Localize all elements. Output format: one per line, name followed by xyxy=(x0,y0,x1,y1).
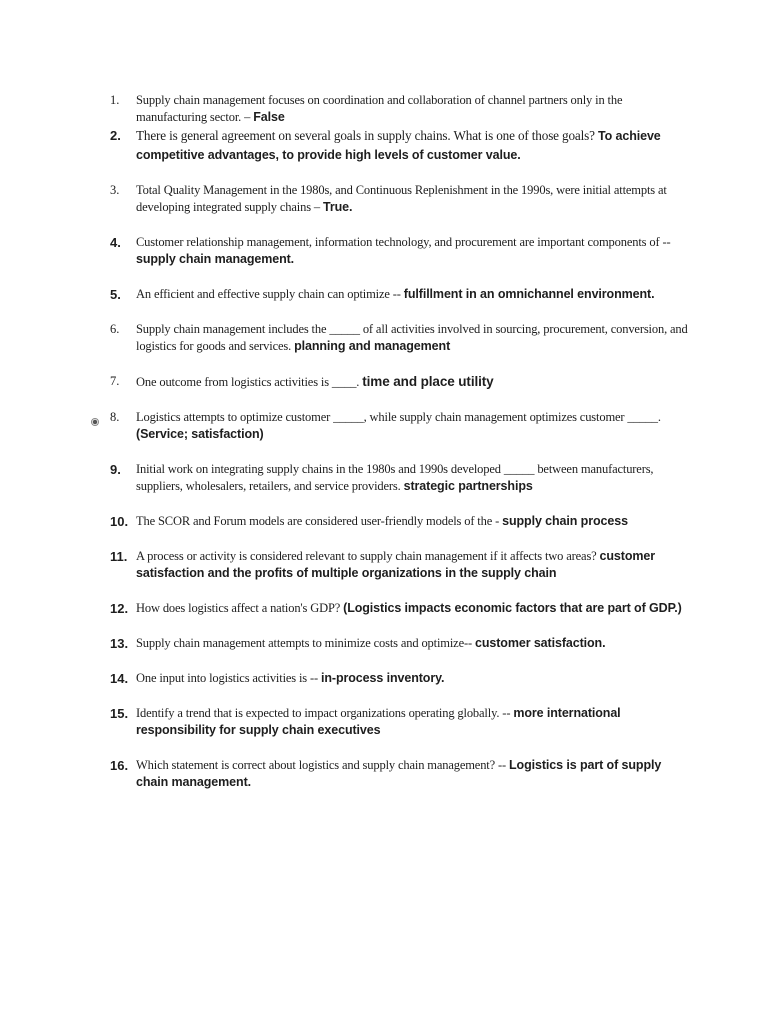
question-text xyxy=(136,548,690,582)
question-text xyxy=(136,234,690,268)
question-prompt: Which statement is correct about logistics and supply chain management? -- xyxy=(136,758,510,772)
question-number: 10. xyxy=(110,514,129,529)
question-answer: strategic partnerships xyxy=(403,479,533,493)
question-prompt: There is general agreement on several goals in supply chains. What is one of those goals? xyxy=(136,128,598,143)
question-item xyxy=(110,635,690,652)
question-answer: False xyxy=(253,110,285,124)
question-text xyxy=(136,92,690,126)
question-answer: (Service; satisfaction) xyxy=(136,427,264,441)
question-text xyxy=(136,409,690,443)
question-prompt: Supply chain management includes the _____ of all activities involved in sourcing, procurement, conversion, and logistics for goods and services. xyxy=(136,322,688,353)
question-text xyxy=(136,705,690,739)
question-item xyxy=(110,600,690,617)
question-text xyxy=(136,670,690,687)
question-text xyxy=(136,635,690,652)
question-answer: more international responsibility for supply chain executives xyxy=(136,706,621,737)
question-text xyxy=(136,513,690,530)
question-text xyxy=(136,127,690,164)
question-number: 4. xyxy=(110,235,121,250)
question-item xyxy=(110,548,690,582)
question-answer: fulfillment in an omnichannel environment. xyxy=(403,287,655,301)
question-number: 16. xyxy=(110,758,129,773)
question-number: 12. xyxy=(110,601,129,616)
question-number: 13. xyxy=(110,636,129,651)
question-answer: planning and management xyxy=(294,339,451,353)
question-text xyxy=(136,182,690,216)
question-answer: To achieve competitive advantages, to provide high levels of customer value. xyxy=(136,129,661,162)
question-item xyxy=(110,182,690,216)
question-number: 11. xyxy=(110,549,128,564)
question-prompt: Identify a trend that is expected to impact organizations operating globally. -- xyxy=(136,706,514,720)
question-answer: customer satisfaction. xyxy=(474,636,606,650)
question-item xyxy=(110,670,690,687)
question-list xyxy=(110,92,690,809)
question-prompt: Logistics attempts to optimize customer _____, while supply chain management optimizes customer _____. xyxy=(136,410,661,424)
question-answer: True. xyxy=(322,200,353,214)
bullet-marker-icon xyxy=(91,418,99,426)
question-item xyxy=(110,321,690,355)
question-item xyxy=(110,373,690,391)
question-text xyxy=(136,286,690,303)
question-number: 1. xyxy=(110,93,120,107)
question-item xyxy=(110,513,690,530)
question-prompt: One input into logistics activities is -- xyxy=(136,671,321,685)
question-answer: time and place utility xyxy=(362,374,494,389)
question-prompt: Total Quality Management in the 1980s, and Continuous Replenishment in the 1990s, were initial attempts at developing integrated supply chains – xyxy=(136,183,667,214)
question-number: 2. xyxy=(110,128,121,143)
question-prompt: A process or activity is considered relevant to supply chain management if it affects two areas? xyxy=(136,549,600,563)
question-number: 14. xyxy=(110,671,129,686)
question-item xyxy=(110,92,690,126)
question-text xyxy=(136,461,690,495)
question-answer: (Logistics impacts economic factors that are part of GDP.) xyxy=(343,601,682,615)
question-number: 6. xyxy=(110,322,120,336)
question-item xyxy=(110,409,690,443)
question-answer: supply chain management. xyxy=(136,252,295,266)
question-text xyxy=(136,757,690,791)
question-number: 8. xyxy=(110,410,120,424)
question-text xyxy=(136,373,690,391)
question-number: 3. xyxy=(110,183,120,197)
question-item xyxy=(110,234,690,268)
question-prompt: An efficient and effective supply chain can optimize -- xyxy=(136,287,404,301)
question-answer: in-process inventory. xyxy=(321,671,445,685)
question-number: 7. xyxy=(110,374,120,388)
question-prompt: Supply chain management attempts to minimize costs and optimize-- xyxy=(136,636,475,650)
question-text xyxy=(136,600,690,617)
question-prompt: Supply chain management focuses on coordination and collaboration of channel partners only in the manufacturing sector. – xyxy=(136,93,623,124)
question-item xyxy=(110,286,690,303)
question-prompt: Customer relationship management, information technology, and procurement are important components of -- xyxy=(136,235,671,249)
question-number: 9. xyxy=(110,462,121,477)
question-prompt: One outcome from logistics activities is ____. xyxy=(136,375,363,389)
question-prompt: Initial work on integrating supply chains in the 1980s and 1990s developed _____ between manufacturers, suppliers, wholesalers, retailers, and service providers. xyxy=(136,462,654,493)
question-answer: supply chain process xyxy=(502,514,628,528)
question-item xyxy=(110,127,690,164)
question-number: 15. xyxy=(110,706,129,721)
question-number: 5. xyxy=(110,287,121,302)
question-answer: customer satisfaction and the profits of multiple organizations in the supply chain xyxy=(136,549,656,580)
question-item xyxy=(110,757,690,791)
question-answer: Logistics is part of supply chain management. xyxy=(136,758,662,789)
question-prompt: How does logistics affect a nation's GDP? xyxy=(136,601,344,615)
question-prompt: The SCOR and Forum models are considered user-friendly models of the - xyxy=(136,514,503,528)
question-item xyxy=(110,461,690,495)
question-text xyxy=(136,321,690,355)
question-item xyxy=(110,705,690,739)
